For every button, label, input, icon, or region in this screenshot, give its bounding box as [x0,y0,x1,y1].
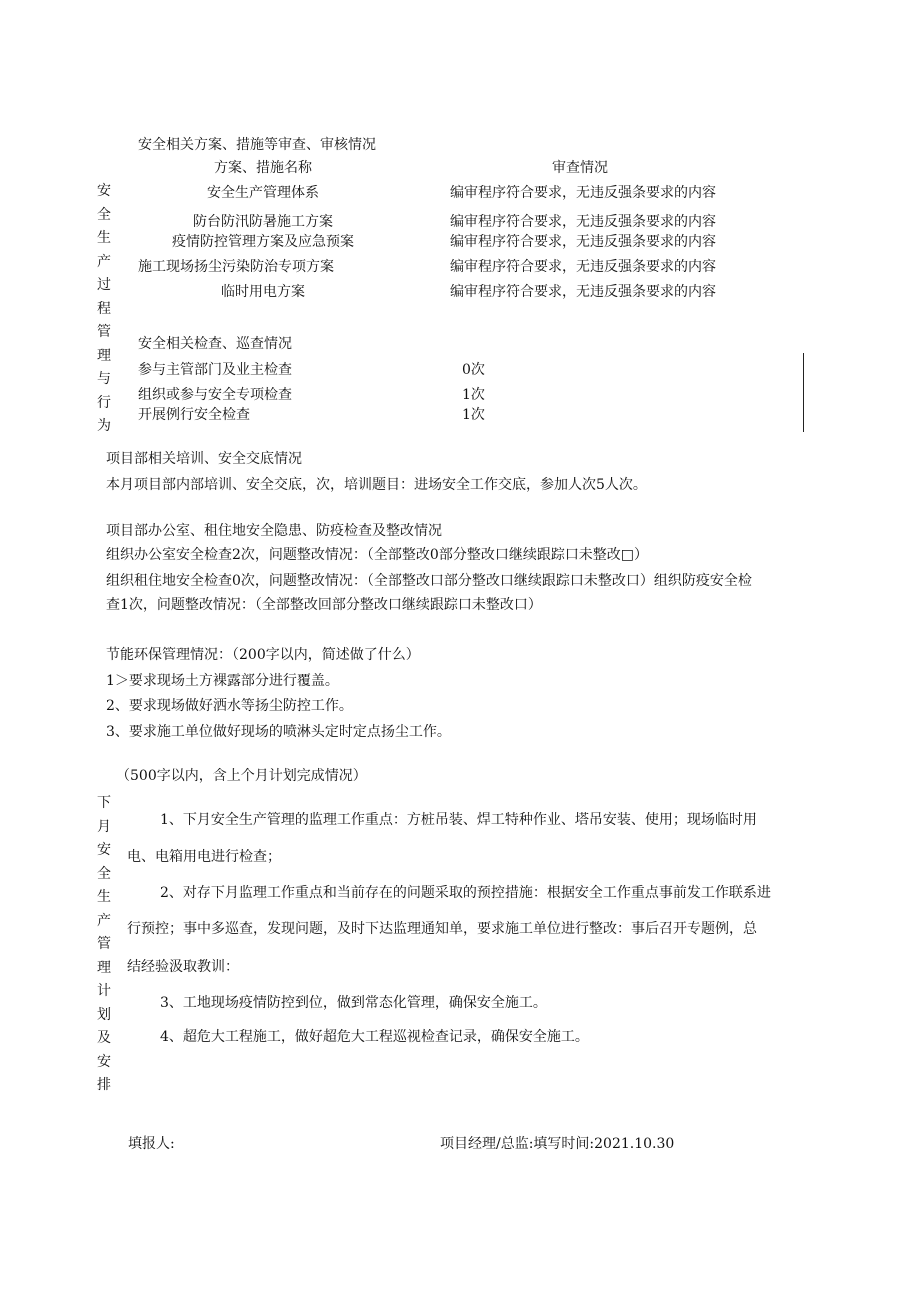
side-label-char: 全 [97,865,111,882]
energy-item: 1＞要求现场土方裸露部分进行覆盖。 [106,673,339,689]
energy-item: 3、要求施工单位做好现场的喷淋头定时定点扬尘工作。 [106,724,451,740]
side-label-char: 安 [97,842,111,858]
side-label-char: 及 [97,1030,111,1046]
training-text: 本月项目部内部培训、安全交底，次，培训题目：进场安全工作交底，参加人次5人次。 [106,477,647,493]
filler-label: 填报人: [128,1136,175,1152]
review-row-result: 编审程序符合要求，无违反强条要求的内容 [450,284,716,300]
side-label-char: 产 [97,253,111,270]
inspection-row-count: 1次 [462,407,485,423]
office-check-line: 组织办公室安全检查2次，问题整改情况：（全部整改0部分整改口继续跟踪口未整改□） [106,547,649,563]
review-row-name: 安全生产管理体系 [207,185,319,201]
side-label-char: 排 [97,1077,111,1093]
plan-paragraph-line: 1、下月安全生产管理的监理工作重点：方桩吊装、焊工特种作业、塔吊安装、使用；现场临时用 [160,812,757,828]
side-label-char: 生 [97,230,111,246]
inspection-row-label: 参与主管部门及业主检查 [138,362,292,378]
plan-paragraph-line: 3、工地现场疫情防控到位，做到常态化管理，确保安全施工。 [160,995,547,1011]
section2-side-label [96,792,112,1098]
inspection-row-count: 0次 [462,362,485,378]
review-row-name: 防台防汛防暑施工方案 [193,214,333,230]
inspection-row-count: 1次 [462,387,485,403]
review-title: 安全相关方案、措施等审查、审核情况 [138,137,376,153]
inspection-row-label: 组织或参与安全专项检查 [138,387,292,403]
review-row-result: 编审程序符合要求，无违反强条要求的内容 [450,214,716,230]
plan-paragraph-line: 4、超危大工程施工，做好超危大工程巡视检查记录，确保安全施工。 [160,1029,589,1045]
plan-paragraph-line: 电、电箱用电进行检查； [127,849,281,865]
review-row-name: 施工现场扬尘污染防治专项方案 [138,259,334,275]
side-label-char: 安 [97,1053,111,1070]
office-check-line: 组织租住地安全检查0次，问题整改情况：（全部整改口部分整改口继续跟踪口未整改口）组织防疫安全检 [106,573,752,589]
side-label-char: 过 [97,277,111,293]
side-label-char: 与 [97,371,111,387]
review-col-header-name: 方案、措施名称 [214,160,312,176]
inspection-row-label: 开展例行安全检查 [138,407,250,423]
side-label-char: 安 [97,183,111,199]
section1-side-label [96,180,112,439]
side-label-char: 管 [97,324,111,340]
side-label-char: 理 [97,347,111,364]
energy-item: 2、要求现场做好洒水等扬尘防控工作。 [106,698,353,714]
side-label-char: 行 [97,394,111,411]
review-row-result: 编审程序符合要求，无违反强条要求的内容 [450,259,716,275]
review-row-name: 疫情防控管理方案及应急预案 [172,234,354,250]
energy-title: 节能环保管理情况：（200字以内，简述做了什么） [106,647,420,663]
side-label-char: 划 [97,1006,111,1023]
review-col-header-result: 审查情况 [552,160,608,176]
plan-paragraph-line: 2、对存下月监理工作重点和当前存在的问题采取的预控措施：根据安全工作重点事前发工作联系进 [160,885,771,901]
side-label-char: 管 [97,936,111,952]
office-check-line: 查1次，问题整改情况：（全部整改回部分整改口继续跟踪口未整改口） [106,597,542,613]
plan-paragraph-line: 行预控；事中多巡查，发现问题，及时下达监理通知单，要求施工单位进行整改：事后召开专题例，总 [127,921,757,937]
side-label-char: 全 [97,206,111,223]
side-label-char: 月 [97,818,111,835]
side-label-char: 生 [97,889,111,905]
side-label-char: 理 [97,959,111,976]
side-label-char: 程 [97,300,111,317]
inspection-title: 安全相关检查、巡查情况 [138,336,292,352]
table-border-line [803,353,804,432]
plan-note: （500字以内，含上个月计划完成情况） [116,768,367,784]
review-row-result: 编审程序符合要求，无违反强条要求的内容 [450,185,716,201]
side-label-char: 计 [97,983,111,999]
plan-paragraph-line: 结经验汲取教训： [127,959,239,975]
side-label-char: 为 [97,418,111,434]
review-row-name: 临时用电方案 [221,284,305,300]
review-row-result: 编审程序符合要求，无违反强条要求的内容 [450,234,716,250]
side-label-char: 下 [97,795,111,811]
training-title: 项目部相关培训、安全交底情况 [106,451,302,467]
office-check-title: 项目部办公室、租住地安全隐患、防疫检查及整改情况 [106,523,442,539]
side-label-char: 产 [97,912,111,929]
manager-date-label: 项目经理/总监:填写时间:2021.10.30 [440,1136,675,1152]
